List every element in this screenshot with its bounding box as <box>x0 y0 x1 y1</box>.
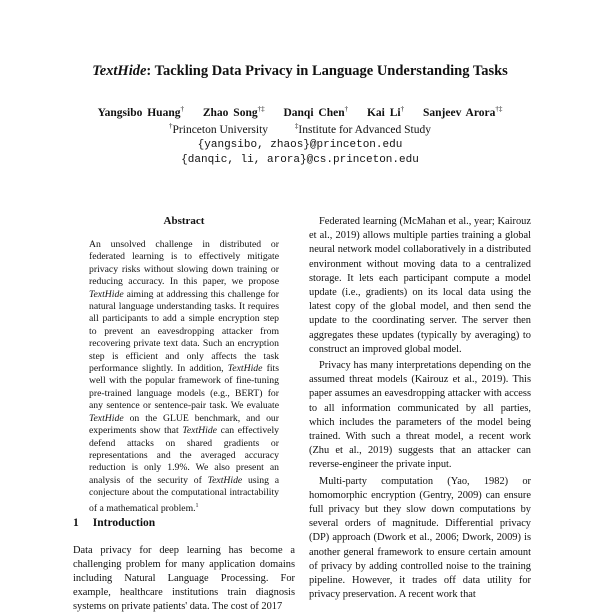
affiliations <box>0 122 600 136</box>
author: Sanjeev Arora†‡ <box>422 105 503 119</box>
method-name: TextHide <box>89 412 124 424</box>
abstract-heading: Abstract <box>163 215 205 227</box>
author-list <box>0 105 600 119</box>
paper-title-rest: : Tackling Data Privacy in Language Understanding Tasks <box>146 63 508 79</box>
author: Yangsibo Huang† <box>97 105 184 119</box>
affiliation: ‡Institute for Advanced Study <box>294 122 431 136</box>
body-paragraph: Privacy has many interpretations depending on the assumed threat models (Kairouz et al., 2019). This paper assumes an eavesdropping attacker with access to all information communicated by all parties, which includes the parameters of the model being trained. With such a threat model, a recent work (Zhu et al., 2019) suggests that an attacker can reverse-engineer the private input. <box>309 360 531 471</box>
email-line: {danqic, li, arora}@cs.princeton.edu <box>181 154 419 166</box>
footnote-marker: 1 <box>195 502 199 509</box>
abstract-body: An unsolved challenge in distributed or federated learning is to effectively mitigate privacy risks without slowing down training or reducing accuracy. In this paper, we propose TextHide aiming at addressing this challenge for natural language understanding tasks. It requires all participants to add a simple encryption step to prevent an eavesdropping attacker from recovering private text data. Such an encryption step is efficient and only affects the task performance slightly. In addition, TextHide fits well with the popular framework of fine-tuning pre-trained language models (e.g., BERT) for any sentence or sentence-pair task. We evaluate TextHide on the GLUE benchmark, and our experiments show that TextHide can effectively defend attacks on shared gradients or representations and the averaged accuracy reduction is only 1.9%. We also present an analysis of the security of TextHide using a conjecture about the computational intractability of a mathematical problem.$^1$ <box>89 239 280 514</box>
introduction-paragraph: Data privacy for deep learning has become a challenging problem for many application domains including Natural Language Processing. For example, healthcare institutions train diagnosis systems on private patients' data. The cost of 2017 <box>73 545 295 612</box>
method-name: TextHide <box>89 288 124 300</box>
body-paragraph: Multi-party computation (Yao, 1982) or homomorphic encryption (Gentry, 2009) can ensure full privacy but they slow down computations by several orders of magnitude. Differential privacy (DP) approach (Dwork et al., 2006; Dwork, 2009) is another general framework to ensure certain amount of privacy by adding controlled noise to the training pipeline. However, it trades off data utility for privacy preservation. A recent work that <box>309 475 531 601</box>
section-number: 1 <box>73 517 79 529</box>
affiliation: †Princeton University <box>169 122 269 136</box>
author: Kai Li† <box>366 105 405 119</box>
body-paragraph: Federated learning (McMahan et al., year; Kairouz et al., 2019) allows multiple parties training a global neural network model collaboratively in a distributed environment without moving data to a centralized storage. It lets each participant compute a model update (i.e., gradients) on its local data using the latest copy of the global model, and then send the update to the coordinating server. The server then aggregates these updates (typically by averaging) to construct an improved global model. <box>309 216 531 355</box>
paper-title-italic: TextHide <box>92 63 147 79</box>
section-title: Introduction <box>92 517 156 529</box>
section-heading-introduction <box>73 517 155 529</box>
author: Danqi Chen† <box>283 105 349 119</box>
paper-title <box>0 63 600 80</box>
right-column <box>309 215 531 604</box>
author: Zhao Song†‡ <box>202 105 265 119</box>
method-name: TextHide <box>227 363 263 375</box>
email-line: {yangsibo, zhaos}@princeton.edu <box>197 139 403 151</box>
method-name: TextHide <box>182 425 217 437</box>
method-name: TextHide <box>207 474 243 486</box>
